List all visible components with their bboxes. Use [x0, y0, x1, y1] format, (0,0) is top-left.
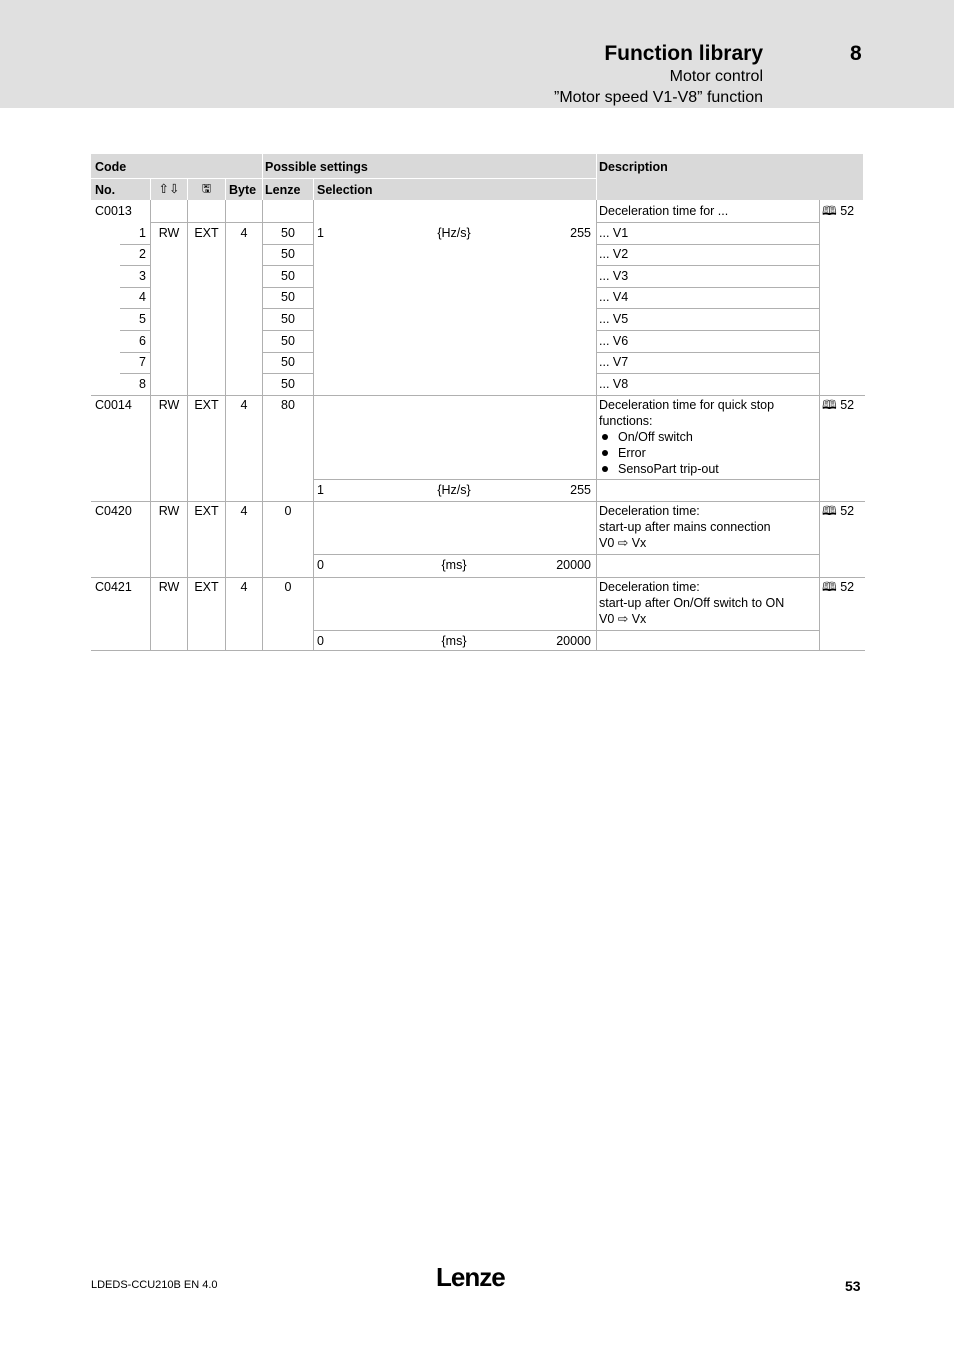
ref-c0420	[822, 504, 854, 518]
bullet-text: SensoPart trip-out	[618, 462, 719, 476]
subcode-lenze: 50	[281, 355, 295, 369]
section-title: Motor control	[669, 68, 763, 85]
subcode-no: 8	[139, 377, 146, 391]
desc-line: Deceleration time:	[599, 504, 700, 518]
subcode-no: 4	[139, 290, 146, 304]
ref-c0421	[822, 580, 854, 594]
subcode-lenze: 50	[281, 334, 295, 348]
desc-c0013: Deceleration time for ...	[599, 204, 729, 218]
byte-c0013: 4	[240, 226, 248, 240]
chapter-number: 8	[850, 42, 862, 65]
page-number: 53	[845, 1278, 861, 1294]
lenze-c0014: 80	[281, 398, 295, 412]
book-icon: 🕮	[822, 504, 837, 518]
subcode-no: 6	[139, 334, 146, 348]
rw-c0013: RW	[158, 226, 180, 240]
desc-c0420	[599, 503, 771, 551]
subcode-no: 1	[139, 226, 146, 240]
col-header-byte: Byte	[229, 183, 257, 197]
ref-page: 52	[840, 580, 855, 594]
desc-line: functions:	[599, 414, 653, 428]
sel-min-c0420: 0	[317, 558, 324, 572]
sel-unit-c0014: {Hz/s}	[437, 483, 471, 497]
col-header-no: No.	[95, 183, 116, 197]
subcode-lenze: 50	[281, 290, 295, 304]
save-icon: 🖫	[201, 183, 212, 195]
bullet-item	[599, 461, 774, 477]
subcode-desc: ... V8	[599, 377, 629, 391]
lenze-logo: Lenze	[436, 1262, 505, 1292]
byte-c0421: 4	[240, 580, 248, 594]
col-header-lenze: Lenze	[265, 183, 301, 197]
subcode-lenze: 50	[281, 226, 295, 240]
save-c0013: EXT	[194, 226, 219, 240]
sel-unit-c0013: {Hz/s}	[437, 226, 471, 240]
save-c0421: EXT	[194, 580, 219, 594]
bullet-text: Error	[618, 446, 646, 460]
desc-line: start-up after mains connection	[599, 520, 771, 534]
subcode-no: 5	[139, 312, 146, 326]
rw-c0420: RW	[158, 504, 180, 518]
subcode-desc: ... V2	[599, 247, 629, 261]
desc-line: V0 ⇨ Vx	[599, 536, 647, 550]
bullet-item	[599, 445, 774, 461]
subcode-no: 7	[139, 355, 146, 369]
desc-line: V0 ⇨ Vx	[599, 612, 647, 626]
subcode-desc: ... V5	[599, 312, 629, 326]
subcode-desc: ... V4	[599, 290, 629, 304]
sel-min-c0013: 1	[317, 226, 324, 240]
code-c0421: C0421	[95, 580, 132, 594]
sel-unit-c0420: {ms}	[441, 558, 467, 572]
bullet-icon	[602, 450, 608, 456]
bullet-text: On/Off switch	[618, 430, 693, 444]
desc-c0014	[599, 397, 774, 477]
sel-max-c0014: 255	[570, 483, 591, 497]
col-header-possible-settings: Possible settings	[265, 160, 368, 174]
subcode-desc: ... V1	[599, 226, 629, 240]
col-header-description: Description	[599, 160, 668, 174]
subcode-lenze: 50	[281, 269, 295, 283]
subcode-lenze: 50	[281, 312, 295, 326]
sel-max-c0420: 20000	[556, 558, 591, 572]
code-c0420: C0420	[95, 504, 132, 518]
sel-min-c0014: 1	[317, 483, 324, 497]
subcode-desc: ... V7	[599, 355, 629, 369]
col-header-selection: Selection	[317, 183, 373, 197]
code-c0013: C0013	[95, 204, 132, 218]
ref-c0013	[822, 204, 854, 218]
subcode-lenze: 50	[281, 377, 295, 391]
ref-page: 52	[840, 398, 855, 412]
desc-line: Deceleration time:	[599, 580, 700, 594]
bullet-icon	[602, 434, 608, 440]
ref-c0014	[822, 398, 854, 412]
sel-max-c0013: 255	[570, 226, 591, 240]
desc-line: Deceleration time for quick stop	[599, 398, 775, 412]
byte-c0420: 4	[240, 504, 248, 518]
page-title: Function library	[604, 42, 763, 65]
byte-c0014: 4	[240, 398, 248, 412]
book-icon: 🕮	[822, 398, 837, 412]
save-c0420: EXT	[194, 504, 219, 518]
col-header-code: Code	[95, 160, 127, 174]
subcode-desc: ... V6	[599, 334, 629, 348]
subcode-lenze: 50	[281, 247, 295, 261]
subcode-desc: ... V3	[599, 269, 629, 283]
desc-c0421	[599, 579, 784, 627]
subcode-no: 3	[139, 269, 146, 283]
sel-min-c0421: 0	[317, 634, 324, 648]
bullet-icon	[602, 466, 608, 472]
ref-page: 52	[840, 504, 855, 518]
lenze-c0420: 0	[284, 504, 292, 518]
save-c0014: EXT	[194, 398, 219, 412]
read-write-icon: ⇧⇩	[158, 182, 180, 196]
code-c0014: C0014	[95, 398, 132, 412]
sel-unit-c0421: {ms}	[441, 634, 467, 648]
sel-max-c0421: 20000	[556, 634, 591, 648]
bullet-item	[599, 429, 774, 445]
book-icon: 🕮	[822, 580, 837, 594]
document-id: LDEDS-CCU210B EN 4.0	[91, 1279, 218, 1291]
rw-c0421: RW	[158, 580, 180, 594]
ref-page: 52	[840, 204, 855, 218]
book-icon: 🕮	[822, 204, 837, 218]
subcode-no: 2	[139, 247, 146, 261]
lenze-c0421: 0	[284, 580, 292, 594]
subsection-title: ”Motor speed V1-V8” function	[554, 89, 763, 106]
rw-c0014: RW	[158, 398, 180, 412]
desc-line: start-up after On/Off switch to ON	[599, 596, 785, 610]
